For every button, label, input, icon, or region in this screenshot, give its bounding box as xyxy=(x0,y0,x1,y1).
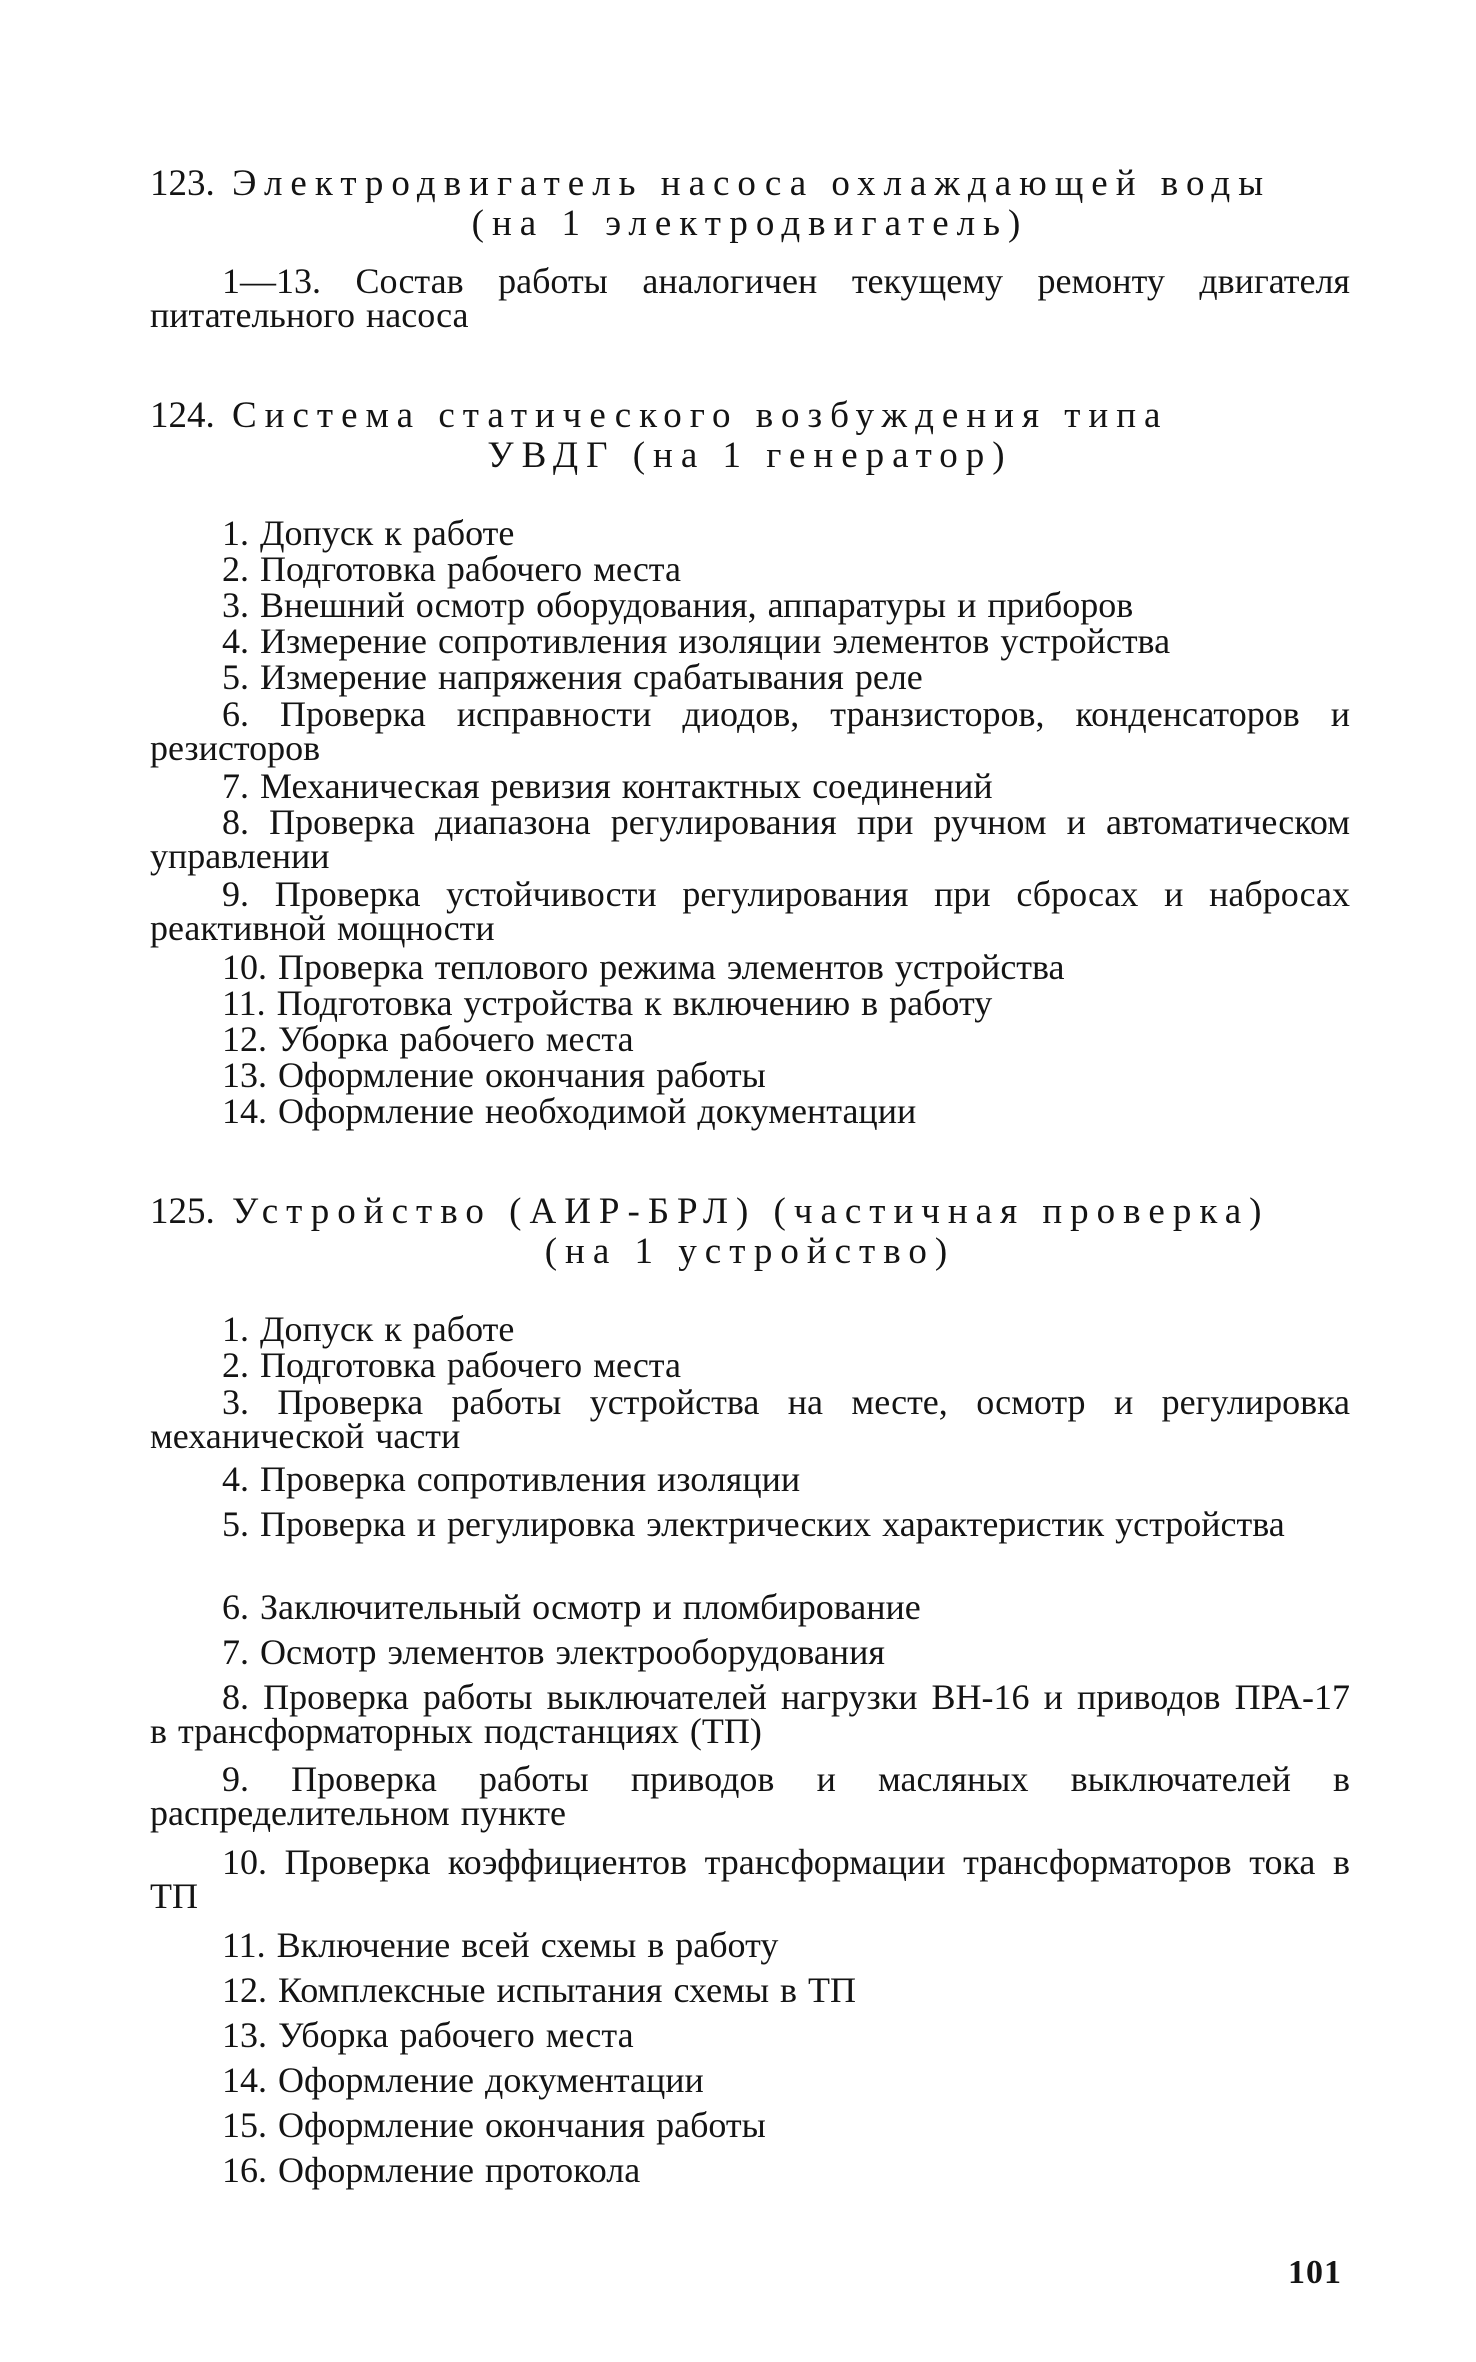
section-number: 123. xyxy=(150,163,215,204)
list-item: 4. Измерение сопротивления изоляции элементов устройства xyxy=(222,621,1171,661)
section-subtitle: (на 1 устройство) xyxy=(544,1231,956,1272)
list-item: 5. Измерение напряжения срабатывания реле xyxy=(222,657,923,697)
section-subtitle: УВДГ (на 1 генератор) xyxy=(487,435,1013,476)
section-title: Электродвигатель насоса охлаждающей воды xyxy=(232,163,1272,204)
section-124-heading xyxy=(150,396,1350,476)
list-item: 9. Проверка работы приводов и масляных выключателей в распределительном пункте xyxy=(150,1759,1350,1833)
list-item: 14. Оформление документации xyxy=(222,2060,704,2100)
list-item: 12. Уборка рабочего места xyxy=(222,1019,634,1059)
list-item: 2. Подготовка рабочего места xyxy=(222,549,681,589)
section-number: 125. xyxy=(150,1191,215,1232)
list-item: 15. Оформление окончания работы xyxy=(222,2105,766,2145)
list-item: 14. Оформление необходимой документации xyxy=(222,1091,917,1131)
list-item: 10. Проверка коэффициентов трансформации трансформаторов тока в ТП xyxy=(150,1842,1350,1916)
section-subtitle: (на 1 электродвигатель) xyxy=(471,203,1029,244)
list-item: 10. Проверка теплового режима элементов устройства xyxy=(222,947,1065,987)
section-123-heading xyxy=(150,164,1350,244)
list-item: 13. Уборка рабочего места xyxy=(222,2015,634,2055)
list-item: 5. Проверка и регулировка электрических характеристик устройства xyxy=(222,1504,1285,1544)
page-number: 101 xyxy=(1288,2254,1342,2291)
list-item: 2. Подготовка рабочего места xyxy=(222,1345,681,1385)
list-item: 7. Механическая ревизия контактных соединений xyxy=(222,766,993,806)
list-item: 1. Допуск к работе xyxy=(222,1309,515,1349)
section-number: 124. xyxy=(150,395,215,436)
list-item: 6. Заключительный осмотр и пломбирование xyxy=(222,1587,921,1627)
list-item: 6. Проверка исправности диодов, транзисторов, конденсаторов и резисторов xyxy=(150,694,1350,768)
section-title: Устройство (АИР-БРЛ) (частичная проверка) xyxy=(232,1191,1270,1232)
list-item: 12. Комплексные испытания схемы в ТП xyxy=(222,1970,857,2010)
list-item: 3. Проверка работы устройства на месте, осмотр и регулировка механической части xyxy=(150,1382,1350,1456)
list-item: 8. Проверка диапазона регулирования при ручном и автоматическом управлении xyxy=(150,802,1350,876)
list-item: 11. Включение всей схемы в работу xyxy=(222,1925,779,1965)
list-item: 7. Осмотр элементов электрооборудования xyxy=(222,1632,885,1672)
section-125-heading xyxy=(150,1192,1350,1272)
list-item: 16. Оформление протокола xyxy=(222,2150,641,2190)
list-item: 9. Проверка устойчивости регулирования при сбросах и набросах реактивной мощности xyxy=(150,874,1350,948)
list-item: 3. Внешний осмотр оборудования, аппаратуры и приборов xyxy=(222,585,1134,625)
section-title: Система статического возбуждения типа xyxy=(232,395,1169,436)
list-item: 8. Проверка работы выключателей нагрузки ВН-16 и приводов ПРА-17 в трансформаторных подстанциях (ТП) xyxy=(150,1677,1350,1751)
list-item: 1—13. Состав работы аналогичен текущему ремонту двигателя питательного насоса xyxy=(150,261,1350,335)
list-item: 13. Оформление окончания работы xyxy=(222,1055,766,1095)
list-item: 1. Допуск к работе xyxy=(222,513,515,553)
list-item: 11. Подготовка устройства к включению в работу xyxy=(222,983,993,1023)
list-item: 4. Проверка сопротивления изоляции xyxy=(222,1459,801,1499)
